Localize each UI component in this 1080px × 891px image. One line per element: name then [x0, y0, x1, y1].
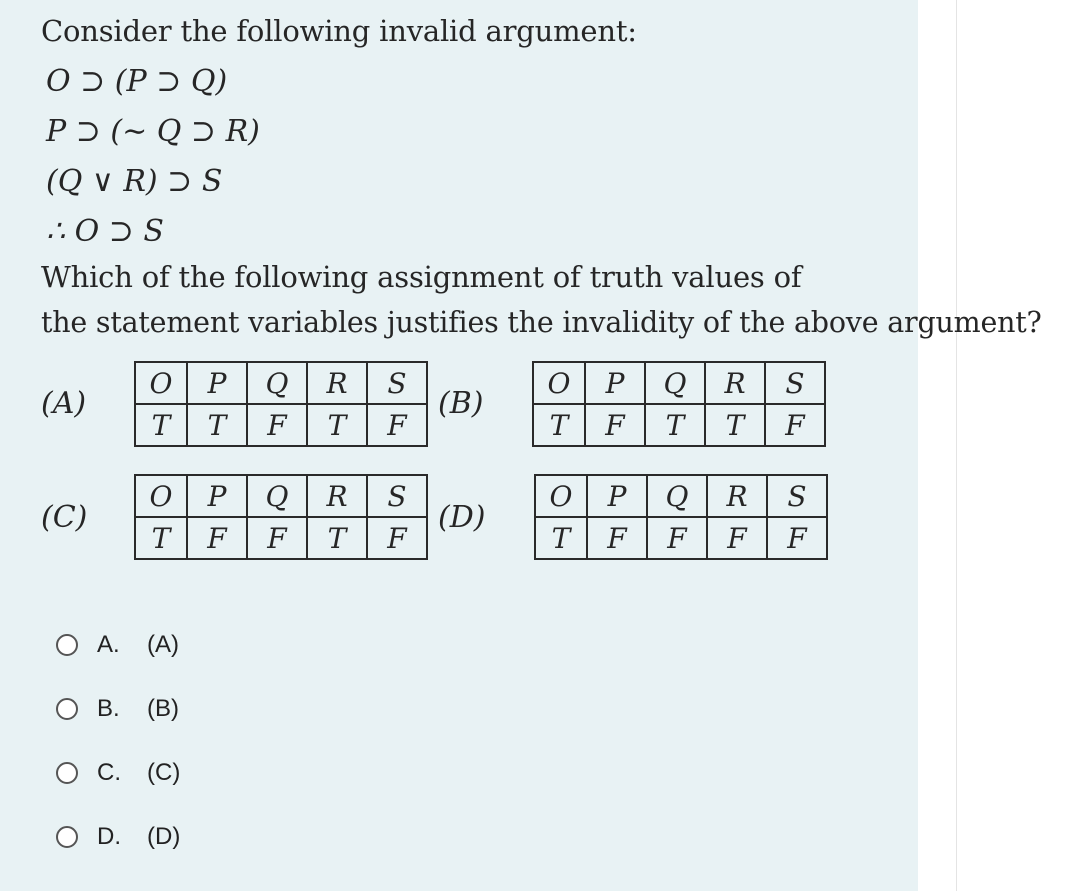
option-text: (A): [147, 631, 179, 658]
value-cell: T: [705, 404, 765, 446]
value-cell: F: [707, 517, 767, 559]
value-cell: T: [307, 404, 367, 446]
value-cell: F: [247, 404, 307, 446]
question-line-1: Which of the following assignment of truth values of: [41, 260, 802, 294]
value-cell: F: [585, 404, 645, 446]
header-cell: R: [705, 362, 765, 404]
header-cell: R: [307, 362, 367, 404]
truth-table-c: [134, 474, 428, 560]
truth-table-b: [532, 361, 826, 447]
header-cell: P: [585, 362, 645, 404]
truth-table-a: [134, 361, 428, 447]
option-letter: C.: [97, 759, 121, 786]
value-cell: T: [533, 404, 585, 446]
value-cell: T: [645, 404, 705, 446]
header-cell: O: [135, 475, 187, 517]
truth-table-d: [534, 474, 828, 560]
header-cell: Q: [647, 475, 707, 517]
premise-1: O ⊃ (P ⊃ Q): [46, 64, 228, 99]
option-c[interactable]: [56, 758, 180, 788]
value-cell: F: [765, 404, 825, 446]
option-text: (C): [147, 759, 181, 786]
option-letter: D.: [97, 823, 121, 850]
header-cell: Q: [247, 475, 307, 517]
value-cell: T: [135, 517, 187, 559]
assignment-label-d: (D): [438, 500, 486, 535]
option-letter: A.: [97, 631, 120, 658]
option-text: (D): [147, 823, 181, 850]
option-a[interactable]: [56, 630, 179, 660]
header-cell: S: [767, 475, 827, 517]
value-cell: F: [587, 517, 647, 559]
value-cell: F: [767, 517, 827, 559]
value-cell: F: [367, 517, 427, 559]
divider: [956, 0, 957, 891]
header-cell: S: [367, 475, 427, 517]
intro-text: Consider the following invalid argument:: [41, 14, 637, 48]
header-cell: Q: [247, 362, 307, 404]
value-cell: T: [535, 517, 587, 559]
option-letter: B.: [97, 695, 120, 722]
header-cell: Q: [645, 362, 705, 404]
conclusion: ∴ O ⊃ S: [46, 214, 164, 249]
option-d[interactable]: [56, 822, 180, 852]
value-cell: F: [247, 517, 307, 559]
radio-button[interactable]: [56, 762, 78, 784]
assignment-label-a: (A): [41, 386, 87, 421]
premise-3: (Q ∨ R) ⊃ S: [46, 164, 223, 199]
header-cell: R: [307, 475, 367, 517]
header-cell: S: [765, 362, 825, 404]
value-cell: T: [307, 517, 367, 559]
option-text: (B): [147, 695, 179, 722]
value-cell: F: [367, 404, 427, 446]
header-cell: O: [533, 362, 585, 404]
radio-button[interactable]: [56, 826, 78, 848]
header-cell: P: [587, 475, 647, 517]
header-cell: R: [707, 475, 767, 517]
assignment-label-c: (C): [41, 500, 88, 535]
value-cell: F: [647, 517, 707, 559]
option-b[interactable]: [56, 694, 179, 724]
assignment-label-b: (B): [438, 386, 484, 421]
value-cell: T: [135, 404, 187, 446]
header-cell: P: [187, 362, 247, 404]
premise-2: P ⊃ (∼ Q ⊃ R): [46, 114, 260, 149]
value-cell: F: [187, 517, 247, 559]
header-cell: O: [135, 362, 187, 404]
header-cell: O: [535, 475, 587, 517]
radio-button[interactable]: [56, 634, 78, 656]
radio-button[interactable]: [56, 698, 78, 720]
value-cell: T: [187, 404, 247, 446]
header-cell: P: [187, 475, 247, 517]
question-line-2: the statement variables justifies the invalidity of the above argument?: [41, 306, 1042, 339]
header-cell: S: [367, 362, 427, 404]
